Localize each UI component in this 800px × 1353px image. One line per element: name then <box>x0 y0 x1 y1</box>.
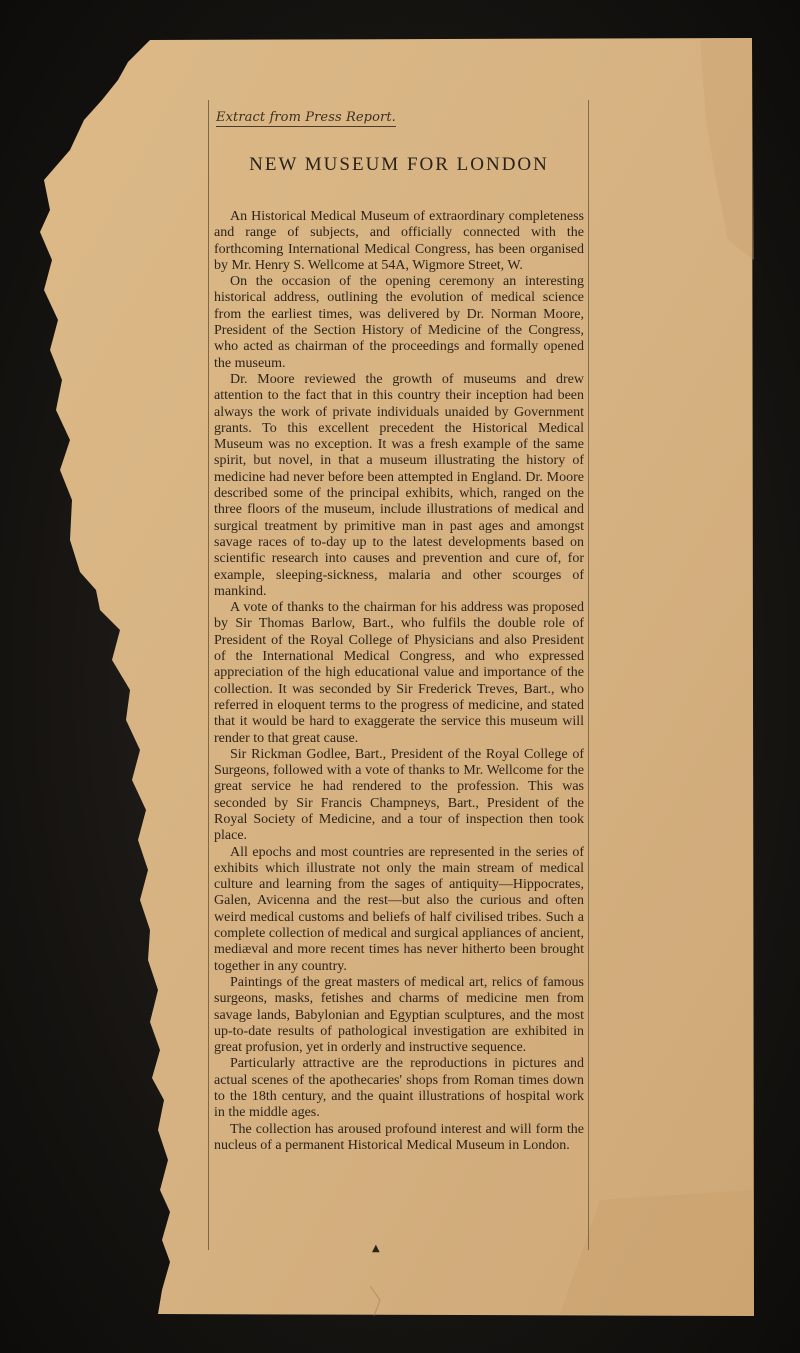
paragraph: Particularly attractive are the reproductions in pictures and actual scenes of the apothecaries' shops from Roman times down to the 18th century, and the quaint illustrations of hospital work in the middle ages. <box>214 1056 584 1121</box>
right-column-rule <box>588 100 589 1250</box>
article-body <box>214 209 584 1154</box>
left-column-rule <box>208 100 209 1250</box>
paragraph: Dr. Moore reviewed the growth of museums and drew attention to the fact that in this country their inception had been always the work of private individuals unaided by Government grants. To this excellent precedent the Historical Medical Museum was no exception. It was a fresh example of the same spirit, but novel, in that a museum illustrating the history of medicine had never before been attempted in England. Dr. Moore described some of the principal exhibits, which, ranged on the three floors of the museum, include illustrations of medical and surgical treatment by primitive man in past ages and amongst savage races of to-day up to the latest developments based on scientific research into causes and prevention and cure of, for example, sleeping-sickness, malaria and other scourges of mankind. <box>214 371 584 599</box>
paragraph: The collection has aroused profound interest and will form the nucleus of a permanent Historical Medical Museum in London. <box>214 1121 584 1153</box>
headline: NEW MUSEUM FOR LONDON <box>249 154 549 175</box>
paragraph: An Historical Medical Museum of extraordinary completeness and range of subjects, and officially connected with the forthcoming International Medical Congress, has been organised by Mr. Henry S. Wellcome at 54A, Wigmore Street, W. <box>214 209 584 273</box>
paragraph: Sir Rickman Godlee, Bart., President of the Royal College of Surgeons, followed with a vote of thanks to Mr. Wellcome for the great service he had rendered to the profession. This was seconded by Sir Francis Champneys, Bart., President of the Royal Society of Medicine, and a tour of inspection then took place. <box>214 746 584 844</box>
newspaper-clipping <box>214 106 584 1154</box>
end-mark-icon: ▲ <box>372 1243 380 1254</box>
paragraph: Paintings of the great masters of medical art, relics of famous surgeons, masks, fetishes and charms of medicine men from savage lands, Babylonian and Egyptian sculptures, and the most up-to-date results of pathological investigation are exhibited in great profusion, yet in orderly and instructive sequence. <box>214 974 584 1056</box>
source-line: Extract from Press Report. <box>216 110 396 125</box>
paragraph: A vote of thanks to the chairman for his address was proposed by Sir Thomas Barlow, Bart., who fulfils the double role of President of the Royal College of Physicians and also President of the International Medical Congress, and who expressed appreciation of the high educational value and importance of the collection. It was seconded by Sir Frederick Treves, Bart., who referred in eloquent terms to the progress of medicine, and stated that it would be hard to exaggerate the service this museum will render to that great cause. <box>214 600 584 746</box>
paragraph: On the occasion of the opening ceremony an interesting historical address, outlining the evolution of medical science from the earliest times, was delivered by Dr. Norman Moore, President of the Section History of Medicine of the Congress, who acted as chairman of the proceedings and formally opened the museum. <box>214 274 584 371</box>
paragraph: All epochs and most countries are represented in the series of exhibits which illustrate not only the main stream of medical culture and learning from the sages of antiquity—Hippocrates, Galen, Avicenna and the rest—but also the curious and often weird medical customs and beliefs of half civilised tribes. Such a complete collection of medical and surgical appliances of ancient, mediæval and more recent times has never hitherto been brought together in any country. <box>214 844 584 974</box>
